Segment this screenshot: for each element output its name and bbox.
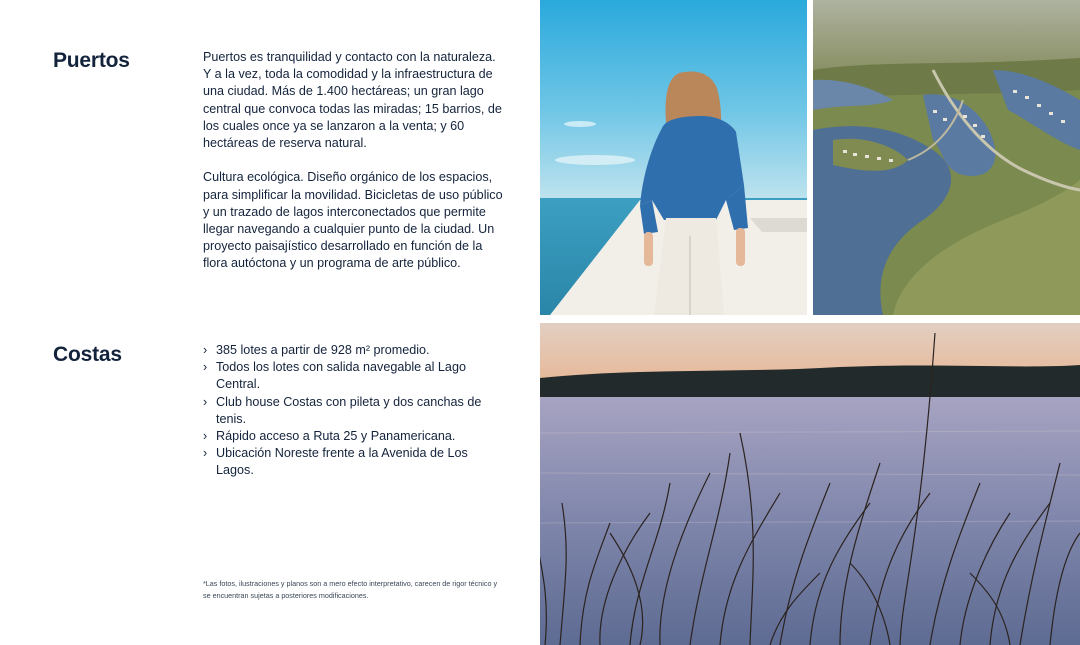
chevron-right-icon: › [203,360,208,375]
section-title-costas: Costas [53,343,122,366]
chevron-right-icon: › [203,394,208,409]
puertos-description [203,49,503,273]
puertos-paragraph-1: Puertos es tranquilidad y contacto con la naturaleza. Y a la vez, toda la comodidad y la infraestructura de una ciudad. Más de 1.400 hectáreas; un gran lago central que convoca todas las miradas; 15 barrios, de los cuales once ya se lanzaron a la venta; y 60 hectáreas de reserva natural. [203,50,502,151]
list-item-text: Ubicación Noreste frente a la Avenida de Los Lagos. [216,446,468,478]
puertos-paragraph-2: Cultura ecológica. Diseño orgánico de los espacios, para simplificar la movilidad. Bicicletas de uso público y un trazado de lagos interconectados que permite llegar navegando a cualquier punto de la ciudad. Un proyecto paisajístico desarrollado en función de la flora autóctona y un programa de arte público. [203,170,503,271]
section-title-puertos: Puertos [53,49,130,72]
lake-sunset-illustration [540,323,1080,645]
list-item-text: Club house Costas con pileta y dos canchas de tenis. [216,394,482,426]
list-item [203,359,503,393]
list-item [203,445,503,479]
list-item [203,342,503,359]
photo-lake-sunset [540,323,1080,645]
photo-woman-on-pier [540,0,807,315]
chevron-right-icon: › [203,343,208,357]
disclaimer-note: *Las fotos, ilustraciones y planos son a mero efecto interpretativo, carecen de rigor técnico y se encuentran sujetas a posteriores modificaciones. [203,579,498,600]
list-item [203,394,503,428]
list-item-text: Rápido acceso a Ruta 25 y Panamericana. [216,429,456,444]
costas-feature-list [203,342,503,480]
list-item-text: 385 lotes a partir de 928 m² promedio. [216,343,430,357]
chevron-right-icon: › [203,446,208,461]
list-item-text: Todos los lotes con salida navegable al Lago Central. [216,360,466,392]
woman-pier-illustration [540,0,807,315]
list-item [203,428,503,445]
chevron-right-icon: › [203,429,208,444]
photo-aerial-lakes [813,0,1080,315]
aerial-lakes-illustration [813,0,1080,315]
